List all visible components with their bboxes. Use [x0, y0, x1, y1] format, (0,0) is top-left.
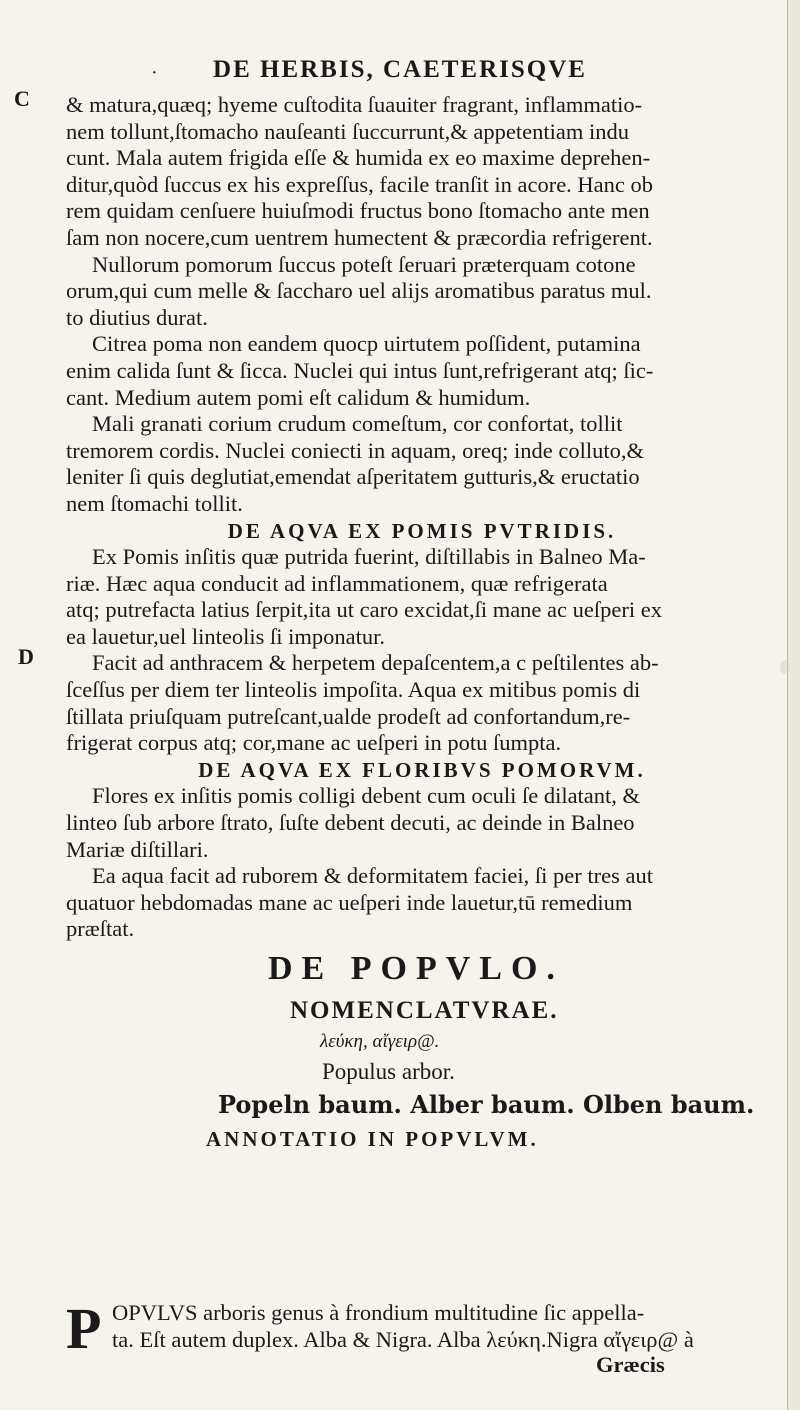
text-line: nem tollunt,ſtomacho nauſeanti ſuccurrunt,& appetentiam indu: [66, 118, 629, 144]
text-line: Flores ex inſitis pomis colligi debent cum oculi ſe dilatant, &: [92, 783, 641, 809]
text-line: enim calida ſunt & ſicca. Nuclei qui intus ſunt,refrigerant atq; ſic-: [66, 357, 654, 383]
drop-cap: P: [66, 1296, 102, 1361]
text-line: riæ. Hæc aqua conducit ad inflammationem, quæ refrigerata: [66, 570, 608, 596]
text-line: quatuor hebdomadas mane ac ueſperi inde lauetur,tū remedium: [66, 889, 633, 915]
annotation-heading: ANNOTATIO IN POPVLVM.: [206, 1127, 539, 1151]
text-line: ditur,quòd ſuccus ex his expreſſus, facile tranſit in acore. Hanc ob: [66, 171, 654, 197]
page-edge: [787, 0, 800, 1410]
text-line: ſceſſus per diem ter linteolis impoſita. Aqua ex mitibus pomis di: [66, 677, 641, 703]
text-line: nem ſtomachi tollit.: [66, 490, 243, 516]
text-line: Nullorum pomorum ſuccus poteſt ſeruari præterquam cotone: [92, 251, 636, 277]
text-line: leniter ſi quis deglutiat,emendat aſperitatem gutturis,& eructatio: [66, 464, 640, 490]
german-names: Popeln baum. Alber baum. Olben baum.: [218, 1090, 755, 1119]
text-line: cant. Medium autem pomi eſt calidum & humidum.: [66, 384, 531, 410]
latin-name: Populus arbor.: [322, 1059, 455, 1084]
text-line: Citrea poma non eandem quocp uirtutem poſſident, putamina: [92, 331, 641, 357]
text-line: Mali granati corium crudum comeſtum, cor confortat, tollit: [92, 411, 623, 437]
text-line: orum,qui cum melle & ſaccharo uel alijs aromatibus paratus mul.: [66, 278, 652, 304]
text-line: frigerat corpus atq; cor,mane ac ueſperi in potu ſumpta.: [66, 730, 562, 756]
text-line: Ex Pomis inſitis quæ putrida fuerint, diſtillabis in Balneo Ma-: [92, 544, 646, 570]
text-line: Ea aqua facit ad ruborem & deformitatem faciei, ſi per tres aut: [92, 863, 653, 889]
text-line: tremorem cordis. Nuclei coniecti in aquam, oreq; inde colluto,&: [66, 437, 644, 463]
section-heading: DE AQVA EX POMIS PVTRIDIS.: [227, 518, 617, 543]
running-head-mark: ·: [151, 62, 158, 84]
margin-letter-c: C: [14, 86, 30, 111]
text-line: ea lauetur,uel linteolis ſi imponatur.: [66, 623, 386, 649]
text-line: ſam non nocere,cum uentrem humectent & præcordia refrigerent.: [66, 224, 653, 250]
text-line: & matura,quæq; hyeme cuſtodita ſuauiter fragrant, inflammatio-: [66, 92, 643, 117]
text-line: linteo ſub arbore ſtrato, ſuſte debent decuti, ac deinde in Balneo: [66, 810, 635, 836]
main-text: [66, 92, 778, 1155]
nomenclature-heading: NOMENCLATVRAE.: [290, 997, 559, 1024]
text-line: præſtat.: [66, 916, 135, 942]
text-line: cunt. Mala autem frigida eſſe & humida ex eo maxime deprehen-: [66, 145, 651, 171]
section-heading: DE AQVA EX FLORIBVS POMORVM.: [198, 757, 646, 782]
text-line: ſtillata priuſquam putreſcant,ualde prodeſt ad confortandum,re-: [66, 703, 631, 729]
margin-letter-d: D: [18, 644, 34, 669]
text-line: Facit ad anthracem & herpetem depaſcentem,a c peſtilentes ab-: [92, 650, 659, 676]
text-line: atq; putrefacta latius ſerpit,ita ut caro excidat,ſi mane ac ueſperi ex: [66, 597, 662, 623]
greek-names: λεύκη, αἴγειρ@.: [320, 1031, 440, 1052]
text-line: to diutius durat.: [66, 304, 208, 330]
chapter-title: DE POPVLO.: [268, 950, 564, 987]
running-head: DE HERBIS, CAETERISQVE: [213, 56, 587, 83]
annotation-text: [112, 1300, 782, 1353]
text-line: Mariæ diſtillari.: [66, 836, 209, 862]
text-line: rem quidam cenſuere huiuſmodi fructus bono ſtomacho ante men: [66, 198, 650, 224]
text-line: OPVLVS arboris genus à frondium multitudine ſic appella-: [112, 1300, 645, 1325]
paper-stain: [780, 660, 790, 674]
catchword: Græcis: [596, 1352, 665, 1377]
text-line: ta. Eſt autem duplex. Alba & Nigra. Alba λεύκη.Nigra αἴγειρ@ à: [112, 1326, 694, 1352]
